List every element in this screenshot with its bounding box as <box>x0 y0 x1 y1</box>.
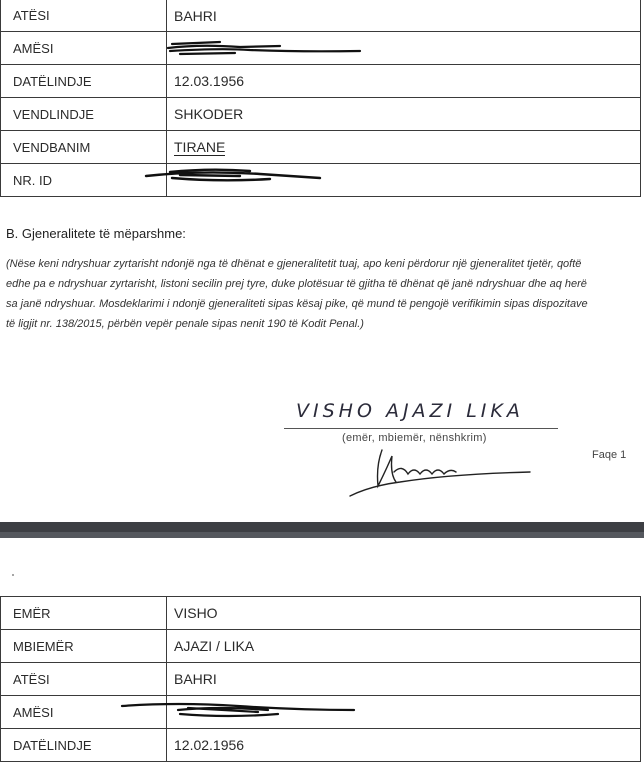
table-row <box>1 696 641 729</box>
row-label: VENDLINDJE <box>1 98 167 131</box>
row-label: MBIEMËR <box>1 630 167 663</box>
table-row <box>1 630 641 663</box>
notice-line: sa janë ndryshuar. Mosdeklarimi i ndonjë gjeneraliteti sipas kësaj pike, që mund të pengojë verifikimin sipas dispozitave <box>6 298 588 310</box>
table-row <box>1 32 641 65</box>
page-number: Faqe 1 <box>592 449 627 461</box>
signature-line <box>284 428 558 429</box>
notice-line: (Nëse keni ndryshuar zyrtarisht ndonjë nga të dhënat e gjeneralitetit tuaj, apo keni përdorur një gjeneralitet tjetër, qoftë <box>6 258 582 270</box>
row-value-redacted <box>167 32 641 65</box>
table-row <box>1 729 641 762</box>
row-value: AJAZI / LIKA <box>167 630 641 663</box>
row-label: AMËSI <box>1 32 167 65</box>
table-row <box>1 164 641 197</box>
table-row <box>1 0 641 32</box>
table-row <box>1 597 641 630</box>
scan-speck <box>12 574 14 576</box>
table-row <box>1 65 641 98</box>
row-label: EMËR <box>1 597 167 630</box>
row-label: DATËLINDJE <box>1 65 167 98</box>
table-row <box>1 663 641 696</box>
row-value-redacted <box>167 696 641 729</box>
row-label: ATËSI <box>1 0 167 32</box>
section-heading: B. Gjeneralitete të mëparshme: <box>6 226 186 241</box>
row-label: AMËSI <box>1 696 167 729</box>
row-value: VISHO <box>167 597 641 630</box>
document-page-2 <box>0 538 644 753</box>
row-value: 12.03.1956 <box>167 65 641 98</box>
table-row <box>1 98 641 131</box>
handwritten-name: VISHO AJAZI LIKA <box>296 400 524 422</box>
row-label: ATËSI <box>1 663 167 696</box>
personal-data-table <box>0 596 641 762</box>
row-label: NR. ID <box>1 164 167 197</box>
row-value: 12.02.1956 <box>167 729 641 762</box>
row-value: SHKODER <box>167 98 641 131</box>
personal-data-table <box>0 0 641 197</box>
row-label: VENDBANIM <box>1 131 167 164</box>
signature-caption: (emër, mbiemër, nënshkrim) <box>342 432 487 444</box>
row-label: DATËLINDJE <box>1 729 167 762</box>
notice-line: të ligjit nr. 138/2015, përbën vepër penale sipas nenit 190 të Kodit Penal.) <box>6 318 364 330</box>
table-row <box>1 131 641 164</box>
signature-mark <box>340 446 540 502</box>
notice-line: edhe pa e ndryshuar zyrtarisht, listoni secilin prej tyre, duke plotësuar të gjitha të dhënat që janë ndryshuar dhe aq herë <box>6 278 587 290</box>
page-separator <box>0 522 644 538</box>
row-value: BAHRI <box>167 663 641 696</box>
notice-paragraph <box>6 254 642 334</box>
row-value: BAHRI <box>167 0 641 32</box>
row-value-redacted <box>167 164 641 197</box>
row-value: TIRANE <box>167 131 641 164</box>
